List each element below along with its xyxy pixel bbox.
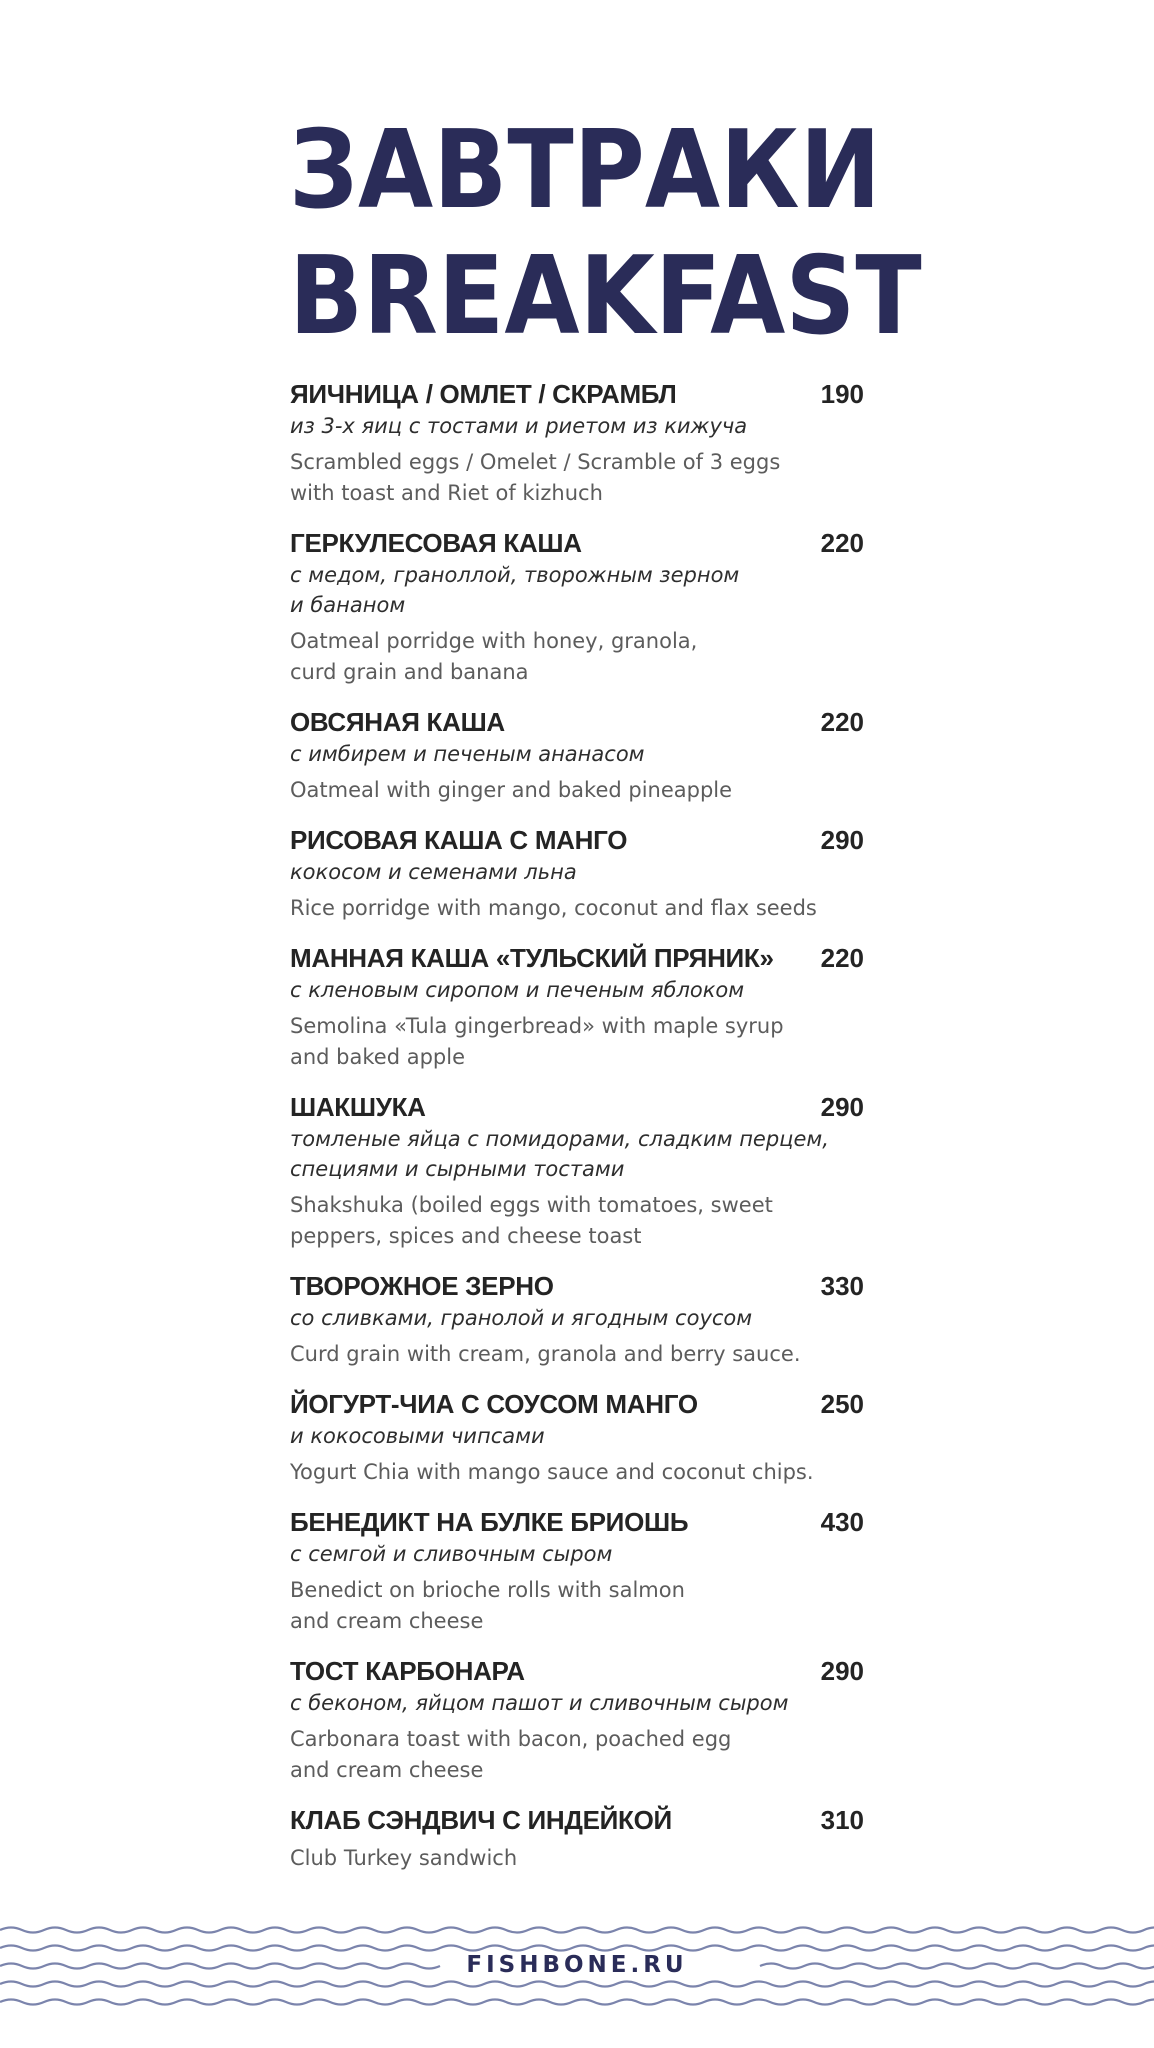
footer — [0, 1920, 1154, 2020]
menu-item — [290, 378, 870, 509]
wave-line — [0, 2000, 1154, 2005]
page-title — [289, 108, 922, 360]
wave-line — [0, 1928, 1154, 1933]
menu-item-description-en: Scrambled eggs / Omelet / Scramble of 3 eggs with toast and Riet of kizhuch — [290, 450, 781, 505]
menu-item-price: 220 — [820, 528, 864, 558]
menu-item-description-en: Oatmeal porridge with honey, granola, curd grain and banana — [290, 629, 698, 684]
menu-item — [290, 1091, 870, 1252]
menu-item — [290, 1655, 870, 1786]
menu-item-name: ШАКШУКА — [290, 1092, 426, 1122]
menu-item-name: ЯИЧНИЦА / ОМЛЕТ / СКРАМБЛ — [290, 379, 677, 409]
menu-item-description-en: Curd grain with cream, granola and berry sauce. — [290, 1342, 801, 1366]
menu-item-description-ru: с имбирем и печеным ананасом — [290, 742, 645, 766]
menu-item-price: 430 — [820, 1507, 864, 1537]
menu-item-price: 290 — [820, 825, 864, 855]
menu-item-description-en: Rice porridge with mango, coconut and flax seeds — [290, 896, 817, 920]
menu-item-name: ТОСТ КАРБОНАРА — [290, 1656, 525, 1686]
menu-item-description-en: Club Turkey sandwich — [290, 1846, 518, 1870]
menu-item-description-en: Yogurt Chia with mango sauce and coconut chips. — [290, 1460, 814, 1484]
menu-item-price: 290 — [820, 1656, 864, 1686]
menu-item-name: ТВОРОЖНОЕ ЗЕРНО — [290, 1271, 554, 1301]
menu-item-description-ru: с медом, граноллой, творожным зерном и бананом — [290, 563, 740, 617]
menu-item — [290, 1388, 870, 1488]
menu-item-price: 290 — [820, 1092, 864, 1122]
menu-item-description-ru: кокосом и семенами льна — [290, 860, 577, 884]
menu-item-name: ОВСЯНАЯ КАША — [290, 707, 505, 737]
menu-item-description-ru: и кокосовыми чипсами — [290, 1424, 545, 1448]
menu-item-name: БЕНЕДИКТ НА БУЛКЕ БРИОШЬ — [290, 1507, 689, 1537]
menu-item — [290, 1506, 870, 1637]
menu-item-description-ru: с кленовым сиропом и печеным яблоком — [290, 978, 745, 1002]
wave-line — [0, 1946, 1154, 1951]
menu-item-description-en: Carbonara toast with bacon, poached egg and cream cheese — [290, 1727, 732, 1782]
menu-item-description-en: Shakshuka (boiled eggs with tomatoes, sweet peppers, spices and cheese toast — [290, 1193, 773, 1248]
menu-item-description-ru: с семгой и сливочным сыром — [290, 1542, 613, 1566]
site-url-link[interactable]: FISHBONE.RU — [466, 1952, 688, 1978]
menu-item-price: 310 — [820, 1805, 864, 1835]
menu-item-description-ru: из 3-х яиц с тостами и риетом из кижуча — [290, 414, 748, 438]
menu-item — [290, 527, 870, 688]
menu-item-description-en: Benedict on brioche rolls with salmon and cream cheese — [290, 1578, 685, 1633]
menu-item-name: КЛАБ СЭНДВИЧ С ИНДЕЙКОЙ — [290, 1805, 672, 1835]
menu-item-name: ГЕРКУЛЕСОВАЯ КАША — [290, 528, 582, 558]
menu-item — [290, 1804, 870, 1874]
menu-item-price: 220 — [820, 943, 864, 973]
menu-item-description-ru: томленые яйца с помидорами, сладким перцем, специями и сырными тостами — [290, 1127, 829, 1181]
menu-item-price: 190 — [820, 379, 864, 409]
wave-line — [0, 1982, 1154, 1987]
menu-item-description-ru: со сливками, гранолой и ягодным соусом — [290, 1306, 753, 1330]
menu-item — [290, 824, 870, 924]
title-ru: ЗАВТРАКИ — [289, 108, 881, 233]
menu-item-description-ru: с беконом, яйцом пашот и сливочным сыром — [290, 1691, 789, 1715]
menu-item-price: 330 — [820, 1271, 864, 1301]
menu-item-price: 250 — [820, 1389, 864, 1419]
menu-item — [290, 942, 870, 1073]
menu-item — [290, 706, 870, 806]
breakfast-menu-list — [290, 378, 870, 1892]
menu-item — [290, 1270, 870, 1370]
menu-item-description-en: Oatmeal with ginger and baked pineapple — [290, 778, 733, 802]
menu-item-name: РИСОВАЯ КАША С МАНГО — [290, 825, 628, 855]
menu-item-name: МАННАЯ КАША «ТУЛЬСКИЙ ПРЯНИК» — [290, 943, 774, 973]
title-en: BREAKFAST — [289, 234, 922, 359]
menu-item-price: 220 — [820, 707, 864, 737]
menu-item-name: ЙОГУРТ-ЧИА С СОУСОМ МАНГО — [290, 1389, 698, 1419]
menu-item-description-en: Semolina «Tula gingerbread» with maple syrup and baked apple — [290, 1014, 784, 1069]
